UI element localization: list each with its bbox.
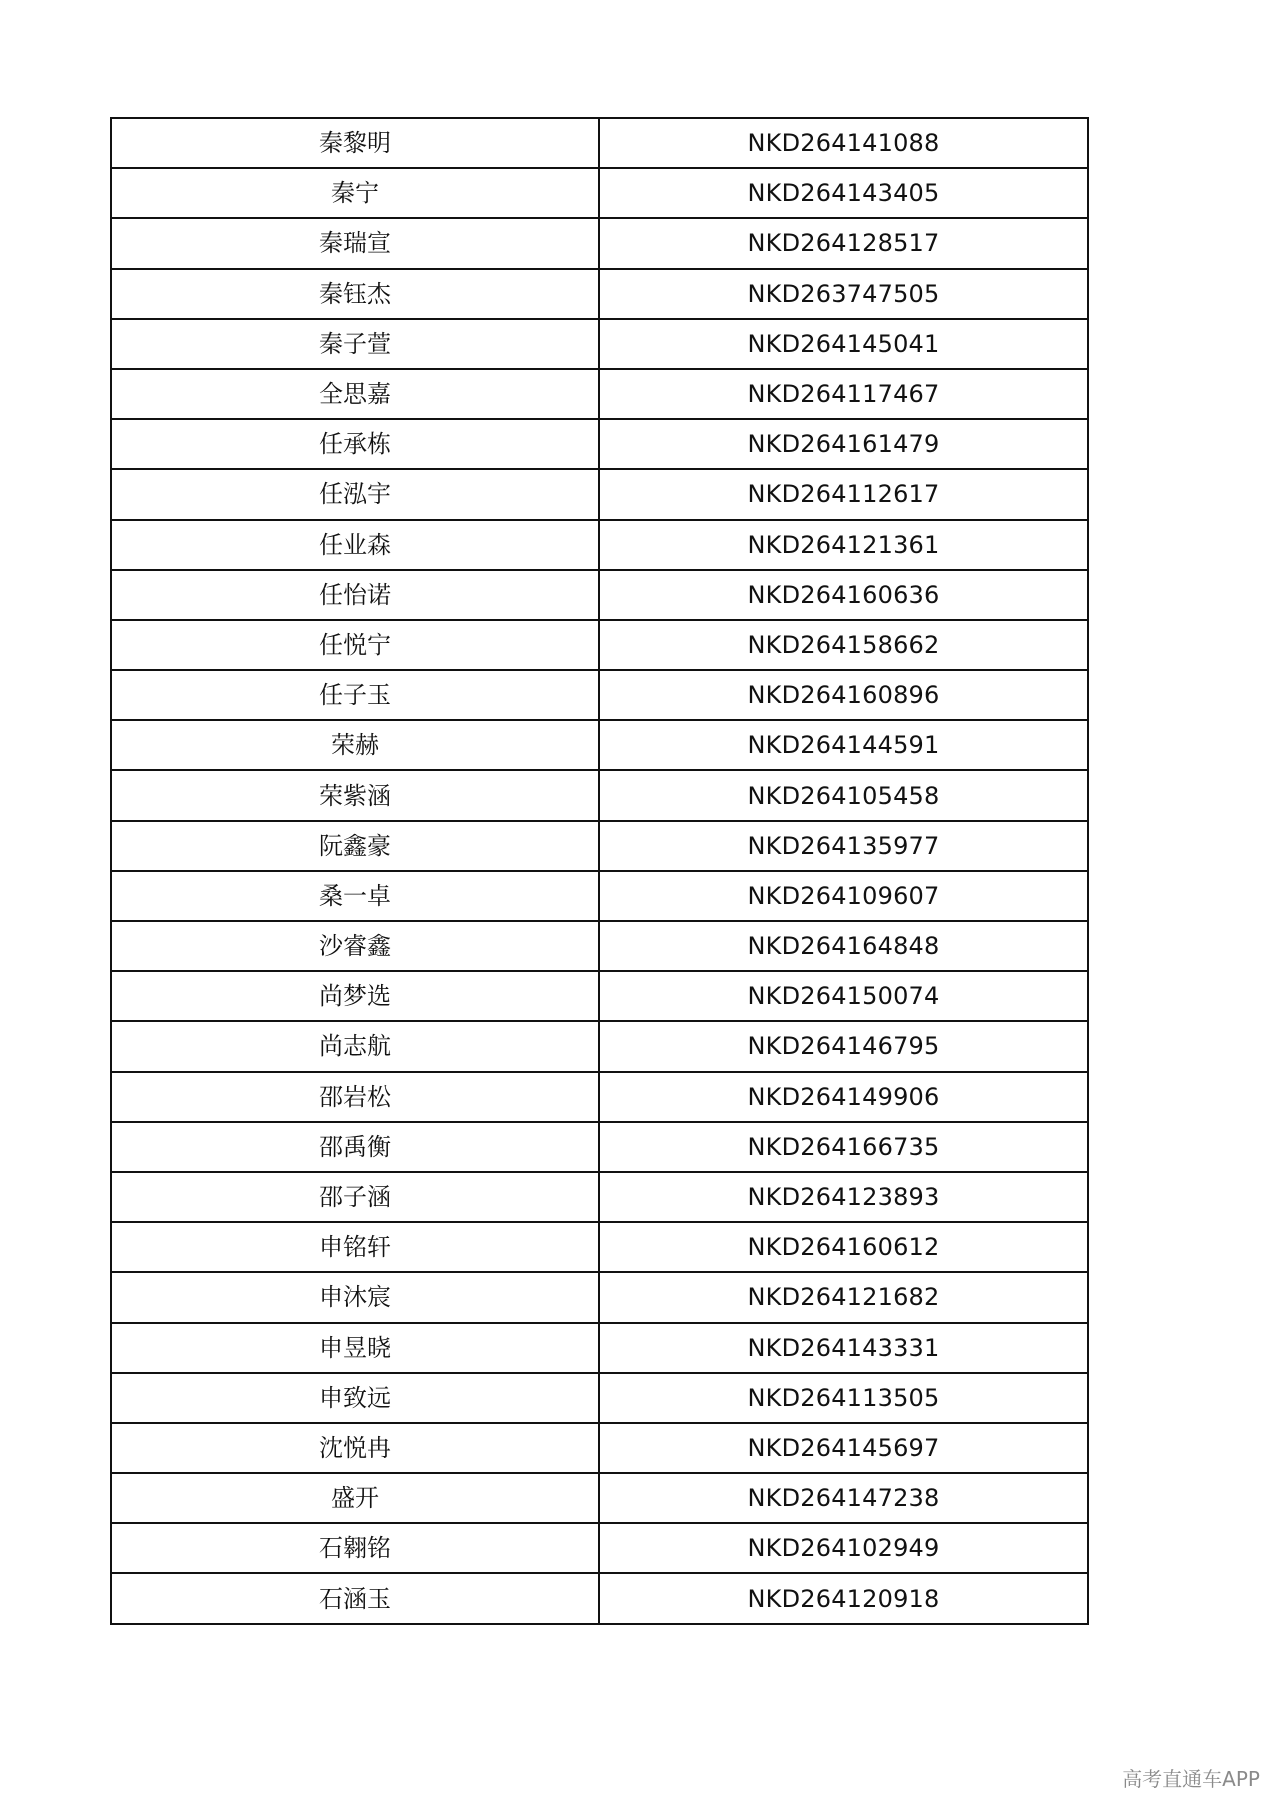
- table-row: [111, 419, 1088, 469]
- code-cell: NKD264121682: [599, 1272, 1088, 1322]
- table-row: [111, 1272, 1088, 1322]
- name-cell: 石涵玉: [111, 1573, 599, 1623]
- name-cell: 秦钰杰: [111, 269, 599, 319]
- table-row: [111, 369, 1088, 419]
- code-cell: NKD264164848: [599, 921, 1088, 971]
- code-cell: NKD264150074: [599, 971, 1088, 1021]
- code-cell: NKD264147238: [599, 1473, 1088, 1523]
- code-cell: NKD264145041: [599, 319, 1088, 369]
- code-cell: NKD264149906: [599, 1072, 1088, 1122]
- code-cell: NKD264123893: [599, 1172, 1088, 1222]
- name-cell: 任子玉: [111, 670, 599, 720]
- name-cell: 申铭轩: [111, 1222, 599, 1272]
- name-cell: 荣紫涵: [111, 770, 599, 820]
- name-cell: 尚志航: [111, 1021, 599, 1071]
- code-cell: NKD264144591: [599, 720, 1088, 770]
- name-cell: 邵子涵: [111, 1172, 599, 1222]
- table-row: [111, 168, 1088, 218]
- code-cell: NKD264135977: [599, 821, 1088, 871]
- name-cell: 任泓宇: [111, 469, 599, 519]
- name-cell: 石翱铭: [111, 1523, 599, 1573]
- code-cell: NKD264128517: [599, 218, 1088, 268]
- name-cell: 秦子萱: [111, 319, 599, 369]
- code-cell: NKD264121361: [599, 520, 1088, 570]
- name-cell: 邵禹衡: [111, 1122, 599, 1172]
- name-cell: 秦瑞宣: [111, 218, 599, 268]
- table-row: [111, 1373, 1088, 1423]
- name-cell: 桑一卓: [111, 871, 599, 921]
- table-row: [111, 1021, 1088, 1071]
- table-row: [111, 620, 1088, 670]
- name-cell: 荣赫: [111, 720, 599, 770]
- code-cell: NKD264145697: [599, 1423, 1088, 1473]
- code-cell: NKD264143331: [599, 1323, 1088, 1373]
- table-row: [111, 570, 1088, 620]
- name-cell: 秦黎明: [111, 118, 599, 168]
- name-cell: 申昱晓: [111, 1323, 599, 1373]
- name-cell: 秦宁: [111, 168, 599, 218]
- table-row: [111, 469, 1088, 519]
- table-row: [111, 269, 1088, 319]
- code-cell: NKD264161479: [599, 419, 1088, 469]
- table-row: [111, 1523, 1088, 1573]
- code-cell: NKD264160612: [599, 1222, 1088, 1272]
- table-row: [111, 1323, 1088, 1373]
- code-cell: NKD264146795: [599, 1021, 1088, 1071]
- table-row: [111, 1072, 1088, 1122]
- code-cell: NKD264112617: [599, 469, 1088, 519]
- name-cell: 任怡诺: [111, 570, 599, 620]
- table-row: [111, 670, 1088, 720]
- table-row: [111, 520, 1088, 570]
- code-cell: NKD264120918: [599, 1573, 1088, 1623]
- code-cell: NKD264113505: [599, 1373, 1088, 1423]
- code-cell: NKD264141088: [599, 118, 1088, 168]
- code-cell: NKD264143405: [599, 168, 1088, 218]
- table-row: [111, 770, 1088, 820]
- table-row: [111, 218, 1088, 268]
- name-cell: 任承栋: [111, 419, 599, 469]
- code-cell: NKD264160636: [599, 570, 1088, 620]
- table-row: [111, 921, 1088, 971]
- name-cell: 任悦宁: [111, 620, 599, 670]
- roster-table: [110, 117, 1089, 1625]
- table-row: [111, 1423, 1088, 1473]
- name-cell: 任业森: [111, 520, 599, 570]
- table-row: [111, 720, 1088, 770]
- table-row: [111, 1122, 1088, 1172]
- table-row: [111, 971, 1088, 1021]
- name-cell: 沈悦冉: [111, 1423, 599, 1473]
- table-row: [111, 118, 1088, 168]
- table-row: [111, 871, 1088, 921]
- name-cell: 阮鑫豪: [111, 821, 599, 871]
- code-cell: NKD264109607: [599, 871, 1088, 921]
- table-row: [111, 1172, 1088, 1222]
- code-cell: NKD264160896: [599, 670, 1088, 720]
- code-cell: NKD263747505: [599, 269, 1088, 319]
- name-cell: 沙睿鑫: [111, 921, 599, 971]
- code-cell: NKD264102949: [599, 1523, 1088, 1573]
- roster-table-body: [111, 118, 1088, 1624]
- watermark: 高考直通车APP: [1122, 1767, 1260, 1791]
- name-cell: 邵岩松: [111, 1072, 599, 1122]
- code-cell: NKD264158662: [599, 620, 1088, 670]
- table-row: [111, 821, 1088, 871]
- name-cell: 盛开: [111, 1473, 599, 1523]
- code-cell: NKD264105458: [599, 770, 1088, 820]
- table-row: [111, 1573, 1088, 1623]
- code-cell: NKD264117467: [599, 369, 1088, 419]
- table-row: [111, 1222, 1088, 1272]
- name-cell: 尚梦选: [111, 971, 599, 1021]
- name-cell: 申沐宸: [111, 1272, 599, 1322]
- table-row: [111, 319, 1088, 369]
- code-cell: NKD264166735: [599, 1122, 1088, 1172]
- table-row: [111, 1473, 1088, 1523]
- name-cell: 全思嘉: [111, 369, 599, 419]
- name-cell: 申致远: [111, 1373, 599, 1423]
